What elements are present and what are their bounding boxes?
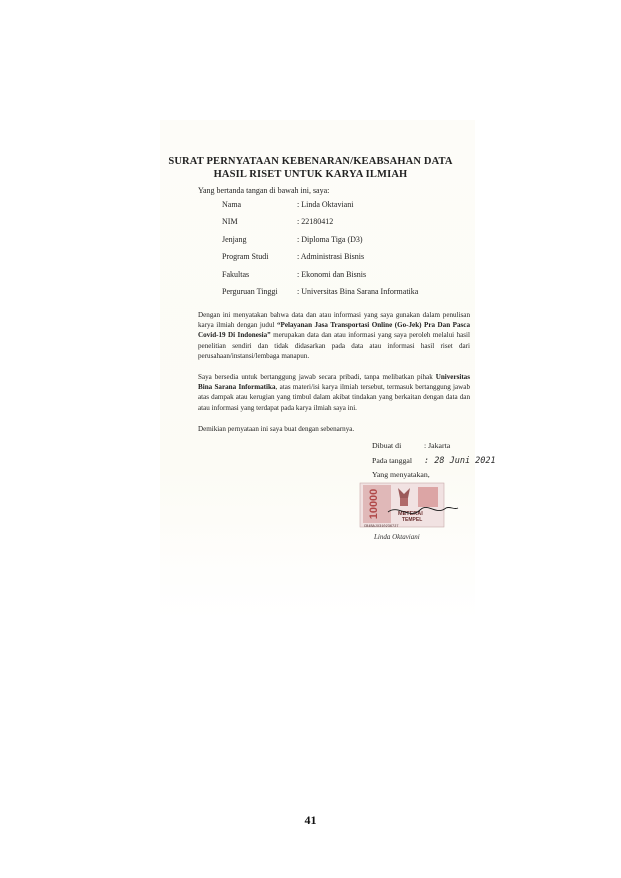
university-name: Universitas Bina Sarana Informatika: [198, 373, 470, 392]
stamp-serial: CB4BAJX310236727: [364, 525, 399, 529]
field-value: : 22180412: [297, 217, 333, 226]
place-label: Dibuat di: [372, 441, 402, 450]
field-value: : Universitas Bina Sarana Informatika: [297, 287, 418, 296]
statement-text: Dengan ini menyatakan bahwa data dan atau informasi yang saya gunakan dalam penulisan karya ilmiah dengan judul: [198, 311, 470, 330]
field-label: Fakultas: [222, 269, 250, 279]
research-title: “Pelayanan Jasa Transportasi Online (Go-Jek) Pra Dan Pasca Covid-19 Di Indonesia”: [198, 321, 471, 340]
stamp-value: 10000: [368, 488, 380, 520]
statement-text-end: merupakan data dan atau informasi yang saya peroleh melalui hasil penelitian sendiri dan tidak didasarkan pada data atau informasi hasil riset dari perusahaan/instansi/lembaga manapun.: [198, 331, 470, 360]
hologram-icon: [418, 487, 438, 507]
field-label: Perguruan Tinggi: [222, 286, 278, 296]
page-number: 41: [304, 813, 317, 827]
field-label: Program Studi: [222, 252, 269, 262]
signature-closing: Yang menyatakan,: [372, 470, 430, 479]
intro-text: Yang bertanda tangan di bawah ini, saya:: [198, 186, 330, 195]
date-value: : 28 Juni 2021: [424, 456, 496, 466]
field-label: NIM: [222, 217, 238, 227]
document-title-line1: SURAT PERNYATAAN KEBENARAN/KEABSAHAN DATA: [168, 156, 453, 167]
statement-paragraph: [198, 310, 470, 361]
signature-place: [372, 441, 451, 450]
stamp-line1: METERAI: [398, 511, 423, 517]
field-label: Jenjang: [222, 234, 247, 244]
signature-date: [372, 456, 496, 466]
field-value: : Linda Oktaviani: [297, 200, 353, 209]
place-value: : Jakarta: [424, 441, 451, 450]
stamp-line2: TEMPEL: [402, 517, 423, 523]
field-value: : Diploma Tiga (D3): [297, 235, 363, 244]
scanned-document: [160, 120, 475, 620]
date-label: Pada tanggal: [372, 456, 413, 465]
meterai-stamp: [358, 482, 460, 532]
signer-name: Linda Oktaviani: [374, 533, 420, 541]
document-title-line2: HASIL RISET UNTUK KARYA ILMIAH: [213, 169, 408, 180]
responsibility-paragraph: [198, 372, 470, 413]
responsibility-text-end: , atas materi/isi karya ilmiah tersebut, termasuk bertanggung jawab atas dampak atau kerugian yang timbul dalam akibat tindakan yang berkaitan dengan data dan atau informasi yang terdapat pada karya ilmiah saya ini.: [198, 383, 470, 412]
field-value: : Administrasi Bisnis: [297, 252, 364, 261]
closing-paragraph: Demikian pernyataan ini saya buat dengan sebenarnya.: [198, 425, 355, 433]
field-value: : Ekonomi dan Bisnis: [297, 270, 366, 279]
responsibility-text: Saya bersedia untuk bertanggung jawab secara pribadi, tanpa melibatkan pihak: [198, 373, 436, 381]
field-label: Nama: [222, 200, 242, 209]
